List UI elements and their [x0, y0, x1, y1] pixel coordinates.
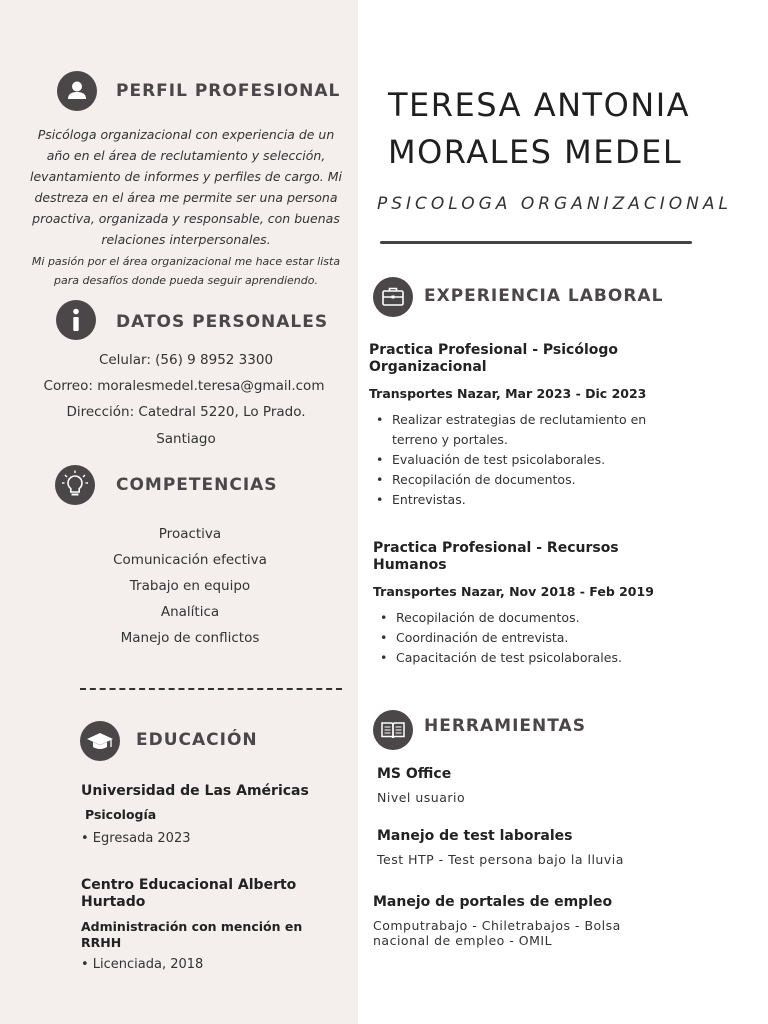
experience-title: EXPERIENCIA LABORAL	[424, 286, 664, 306]
book-icon	[373, 710, 413, 750]
lightbulb-icon	[55, 465, 95, 505]
header-rule	[380, 241, 692, 244]
skill-item: Proactiva	[158, 526, 222, 542]
skill-item: Comunicación efectiva	[113, 552, 267, 568]
education-degree: Administración con mención en RRHH	[81, 919, 303, 950]
list-item: • Realizar estrategias de reclutamiento en terreno y portales.	[370, 410, 670, 450]
profile-text: Psicóloga organizacional con experiencia de un año en el área de reclutamiento y selección, levantamiento de informes y perfiles de cargo. Mi destreza en el área me permite ser una persona proactiva, organizada y responsable, con buenas relaciones interpersonales.	[30, 127, 342, 247]
education-institution: Universidad de Las Américas	[81, 783, 309, 799]
list-item: • Entrevistas.	[370, 490, 670, 510]
email-text: Correo: moralesmedel.teresa@gmail.com	[43, 378, 325, 394]
address-city-text: Santiago	[156, 431, 216, 447]
job-bullets	[374, 608, 674, 668]
dashed-divider	[80, 688, 342, 690]
skill-item: Analítica	[160, 604, 220, 620]
list-item: • Evaluación de test psicolaborales.	[370, 450, 670, 470]
job-subtitle: PSICOLOGA ORGANIZACIONAL	[377, 194, 732, 214]
graduation-cap-icon	[80, 721, 120, 761]
list-item: • Capacitación de test psicolaborales.	[374, 648, 674, 668]
education-degree: Psicología	[85, 807, 157, 822]
skills-title: COMPETENCIAS	[116, 475, 278, 495]
profile-text-small: Mi pasión por el área organizacional me hace estar lista para desafíos donde pueda seguir aprendiendo.	[31, 255, 341, 287]
education-institution: Centro Educacional Alberto Hurtado	[81, 877, 297, 910]
tools-title: HERRAMIENTAS	[424, 716, 586, 736]
job-title: Practica Profesional - Recursos Humanos	[373, 540, 619, 573]
tool-name: MS Office	[377, 766, 452, 782]
name-line-1: TERESA ANTONIA	[388, 86, 691, 124]
tool-name: Manejo de portales de empleo	[373, 894, 613, 910]
skill-item: Trabajo en equipo	[129, 578, 251, 594]
skill-item: Manejo de conflictos	[120, 630, 260, 646]
profile-title: PERFIL PROFESIONAL	[116, 81, 341, 101]
list-item: • Recopilación de documentos.	[374, 608, 674, 628]
name-line-2: MORALES MEDEL	[388, 133, 683, 171]
skills-list	[40, 521, 340, 651]
job-meta: Transportes Nazar, Mar 2023 - Dic 2023	[369, 386, 647, 401]
left-column	[0, 0, 358, 1024]
education-status: • Egresada 2023	[81, 831, 191, 846]
personal-title: DATOS PERSONALES	[116, 312, 329, 332]
phone-text: Celular: (56) 9 8952 3300	[98, 352, 274, 368]
job-bullets	[370, 410, 670, 510]
job-title: Practica Profesional - Psicólogo Organizacional	[369, 342, 619, 375]
tool-name: Manejo de test laborales	[377, 828, 573, 844]
tool-desc: Test HTP - Test persona bajo la lluvia	[377, 852, 624, 867]
user-icon	[57, 71, 97, 111]
info-icon	[56, 300, 96, 340]
person-name	[388, 82, 748, 176]
tool-desc: Nivel usuario	[377, 790, 466, 805]
education-status: • Licenciada, 2018	[81, 957, 204, 972]
briefcase-icon	[373, 277, 413, 317]
tool-desc: Computrabajo - Chiletrabajos - Bolsa nacional de empleo - OMIL	[373, 918, 621, 948]
address-text: Dirección: Catedral 5220, Lo Prado.	[66, 404, 306, 420]
list-item: • Recopilación de documentos.	[370, 470, 670, 490]
list-item: • Coordinación de entrevista.	[374, 628, 674, 648]
education-title: EDUCACIÓN	[136, 730, 258, 750]
job-meta: Transportes Nazar, Nov 2018 - Feb 2019	[373, 584, 654, 599]
